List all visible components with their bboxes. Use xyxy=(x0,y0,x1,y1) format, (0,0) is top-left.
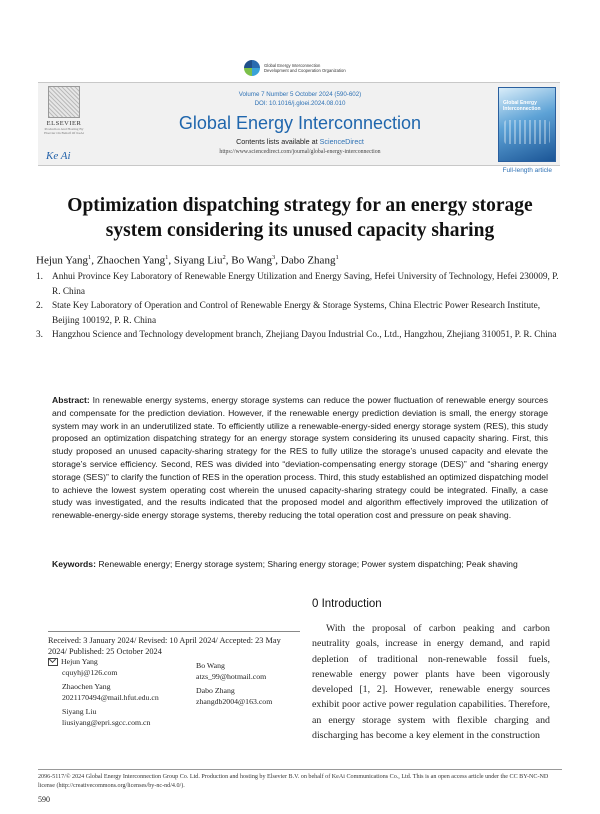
author-name: Zhaochen Yang xyxy=(96,254,166,267)
sciencedirect-link[interactable]: ScienceDirect xyxy=(319,137,364,146)
paper-title: Optimization dispatching strategy for an energy storage system considering its unused capacity sharing xyxy=(67,195,533,241)
contact-email[interactable]: liusiyang@epri.sgcc.com.cn xyxy=(62,717,151,727)
contact-name: Zhaochen Yang xyxy=(62,682,111,691)
introduction-text: With the proposal of carbon peaking and carbon neutrality goals, increase in energy demand, and rapid depletion of traditional non-renewable fossil fuels, renewable energy power plants have been vigorously developed [1, 2]. However, renewable energy sources exhibit poor active power regulation capabilities. Therefore, an energy storage system with flexible charging and discharging has become a key element in the construction xyxy=(312,623,550,742)
abstract-label: Abstract: xyxy=(52,395,90,405)
keywords-text: Renewable energy; Energy storage system; Sharing energy storage; Power system dispatching; Peak shaving xyxy=(98,559,518,569)
contact-entry xyxy=(196,686,316,707)
contact-email[interactable]: cquyhj@126.com xyxy=(62,667,118,677)
cover-graphic xyxy=(504,120,550,144)
journal-title[interactable]: Global Energy Interconnection xyxy=(178,113,422,133)
doi-link[interactable]: DOI: 10.1016/j.gloei.2024.08.010 xyxy=(254,99,346,107)
publisher-name: ELSEVIER xyxy=(46,120,82,127)
contact-name: Dabo Zhang xyxy=(196,686,235,695)
organization-name-line2: Development and Cooperation Organization xyxy=(264,68,346,73)
keai-logo: Ke Ai xyxy=(46,150,71,162)
contact-name: Siyang Liu xyxy=(62,707,97,716)
contact-entry xyxy=(48,707,168,728)
contacts-column-right xyxy=(196,661,316,707)
organization-logo xyxy=(244,60,346,76)
affiliation-number: 3. xyxy=(36,330,43,340)
affiliation-text: Hangzhou Science and Technology development branch, Zhejiang Dayou Industrial Co., Ltd., Hangzhou, Zhejiang 310051, P. R. China xyxy=(52,330,557,340)
author-affiliation-mark: 3 xyxy=(272,254,276,261)
email-envelope-icon xyxy=(48,658,58,666)
contacts-column-left xyxy=(48,657,168,728)
affiliation-number: 2. xyxy=(36,301,43,311)
contact-email[interactable]: atzs_99@hotmail.com xyxy=(196,671,267,681)
affiliation-item xyxy=(36,328,560,343)
section-heading-introduction: 0 Introduction xyxy=(312,598,382,610)
author-affiliation-mark: 1 xyxy=(87,254,92,261)
affiliation-list xyxy=(36,270,560,343)
contact-email[interactable]: zhangdb2004@163.com xyxy=(196,696,273,706)
author-affiliation-mark: 1 xyxy=(165,254,169,261)
publication-dates: Received: 3 January 2024/ Revised: 10 April 2024/ Accepted: 23 May 2024/ Published: 25 October 2024 xyxy=(48,631,300,657)
contents-prefix: Contents lists available at xyxy=(236,137,320,146)
affiliation-text: Anhui Province Key Laboratory of Renewable Energy Utilization and Energy Saving, Hefei University of Technology, Hefei 230009, P. R. China xyxy=(52,272,559,297)
author-name: Bo Wang xyxy=(231,254,273,267)
contact-name: Hejun Yang xyxy=(61,657,98,666)
journal-cover-thumbnail[interactable] xyxy=(498,87,556,162)
contact-entry xyxy=(196,661,316,682)
affiliation-item xyxy=(36,299,560,328)
article-type: Full-length article xyxy=(502,167,552,174)
abstract-text: In renewable energy systems, energy storage systems can reduce the power fluctuation of renewable energy sources and compensate for the prediction deviation. However, if the renewable energy prediction deviation is small, the energy storage system may work in an underutilized state. To efficiently utilize a renewable-energy-sided energy storage system (RES), this study proposed an optimization dispatching strategy for an energy storage system considering its unused capacity sharing. First, this study proposed an unused capacity-sharing strategy for the RES to fully utilize the storage’s unused capacity and elevate the storage’s service efficiency. Second, RES was divided into “deviation-compensating energy storage (DES)” and “sharing energy storage (SES)” to clarify the function of RES in the operation process. Third, this study established an optimized dispatching model to achieve the lowest system operating cost wherein the unused capacity-sharing strategy could be integrated. Finally, a case study was investigated, and the results indicated that the proposed model and algorithm effectively improved the utilization of renewable-energy-side energy storage systems, thereby reducing the total operation cost and pressure on peak shaving. xyxy=(52,395,548,521)
copyright-notice: 2096-5117/© 2024 Global Energy Interconnection Group Co. Ltd. Production and hosting by Elsevier B.V. on behalf of KeAi Communications Co., Ltd. This is an open access article under the CC BY-NC-ND license (http://creativecommons.org/licenses/by-nc-nd/4.0/). xyxy=(38,769,562,791)
organization-logo-icon xyxy=(244,60,260,76)
issue-line: Volume 7 Number 5 October 2024 (590-602) xyxy=(238,91,362,98)
abstract xyxy=(52,394,548,522)
contact-entry xyxy=(48,682,168,703)
author-name: Hejun Yang xyxy=(36,254,88,267)
author-name: Dabo Zhang xyxy=(280,254,336,267)
author-affiliation-mark: 2 xyxy=(222,254,226,261)
author-affiliation-mark: 1 xyxy=(335,254,339,261)
keywords xyxy=(52,559,548,569)
author-name: Siyang Liu xyxy=(173,254,223,267)
affiliation-item xyxy=(36,270,560,299)
cover-title: Global Energy Interconnection xyxy=(503,100,541,112)
affiliation-text: State Key Laboratory of Operation and Control of Renewable Energy & Storage Systems, China Electric Power Research Institute, Beijing 100192, P. R. China xyxy=(52,301,541,326)
contact-entry xyxy=(48,657,168,678)
organization-name-line1: Global Energy Interconnection xyxy=(264,63,321,68)
page-number: 590 xyxy=(38,795,50,804)
contact-name: Bo Wang xyxy=(196,661,225,670)
contact-email[interactable]: 2021170494@mail.hfut.edu.cn xyxy=(62,692,159,702)
journal-url[interactable]: https://www.sciencedirect.com/journal/global-energy-interconnection xyxy=(219,149,381,155)
affiliation-number: 1. xyxy=(36,272,43,282)
author-list: Hejun Yang$^1$, Zhaochen Yang$^1$, Siyang Liu$^2$, Bo Wang$^3$, Dabo Zhang$^1$ xyxy=(36,254,339,267)
publisher-motto: Production And Hosting By Elsevier On Behalf Of KeAi xyxy=(44,127,84,135)
keywords-label: Keywords: xyxy=(52,559,96,569)
